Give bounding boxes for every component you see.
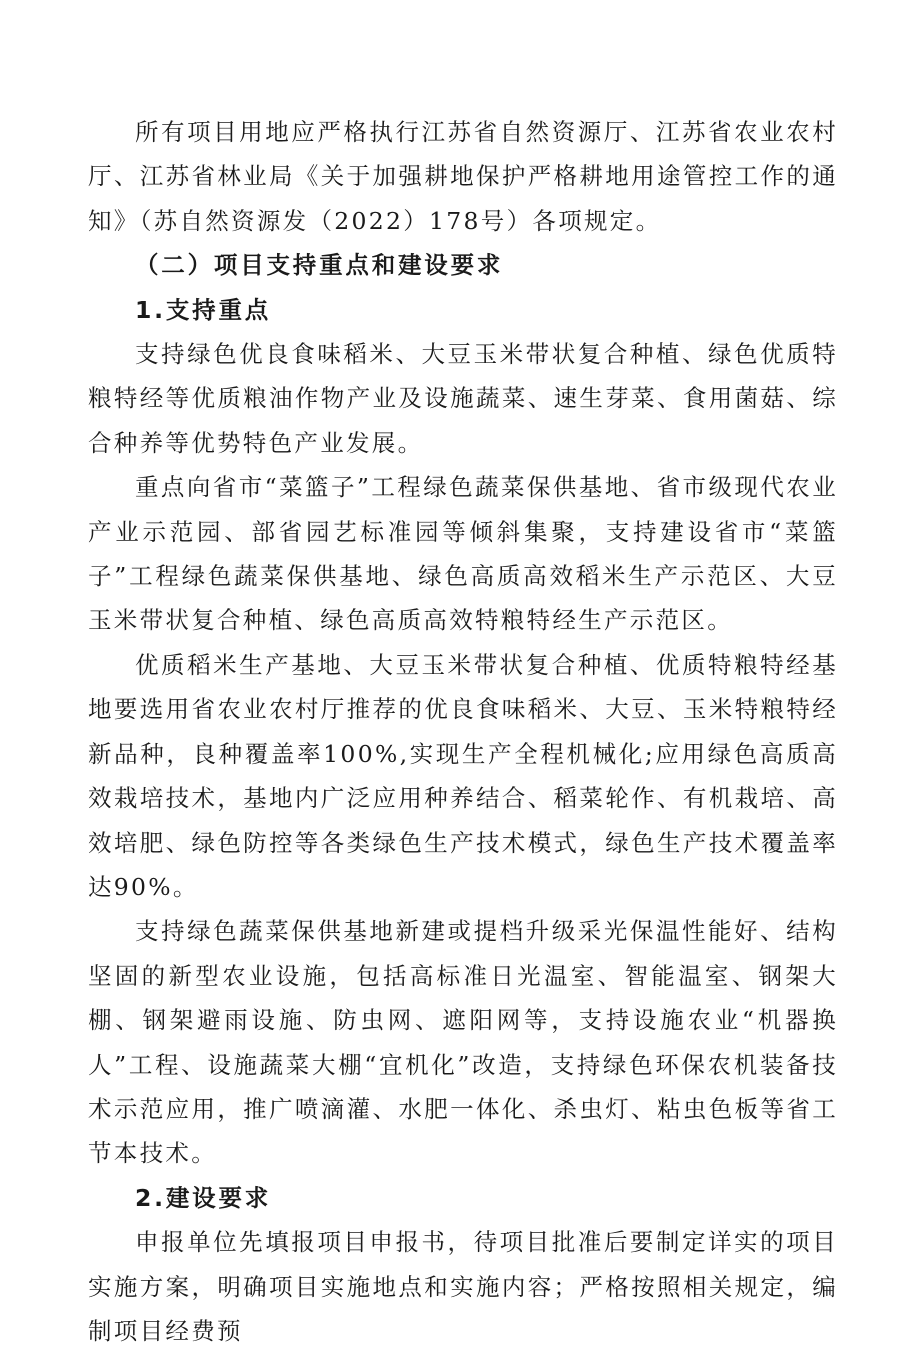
paragraph-land-use-rules: 所有项目用地应严格执行江苏省自然资源厅、江苏省农业农村厅、江苏省林业局《关于加强耕地保护严格耕地用途管控工作的通知》（苏自然资源发（2022）178号）各项规定。 xyxy=(88,118,838,235)
section-heading-support-focus-and-requirements: （二）项目支持重点和建设要求 xyxy=(135,251,504,280)
paragraph-key-bases: 重点向省市“菜篮子”工程绿色蔬菜保供基地、省市级现代农业产业示范园、部省园艺标准园等倾斜集聚，支持建设省市“菜篮子”工程绿色蔬菜保供基地、绿色高质高效稻米生产示范区、大豆玉米带状复合种植、绿色高质高效特粮特经生产示范区。 xyxy=(88,473,838,635)
subheading-construction-requirements: 2.建设要求 xyxy=(135,1183,272,1212)
subheading-support-focus: 1.支持重点 xyxy=(135,295,272,324)
paragraph-rice-production: 优质稻米生产基地、大豆玉米带状复合种植、优质特粮特经基地要选用省农业农村厅推荐的优良食味稻米、大豆、玉米特粮特经新品种，良种覆盖率100%,实现生产全程机械化;应用绿色高质高效栽培技术，基地内广泛应用种养结合、稻菜轮作、有机栽培、高效培肥、绿色防控等各类绿色生产技术模式，绿色生产技术覆盖率达90%。 xyxy=(88,650,838,901)
paragraph-application-process: 申报单位先填报项目申报书，待项目批准后要制定详实的项目实施方案，明确项目实施地点和实施内容；严格按照相关规定，编制项目经费预 xyxy=(88,1228,838,1345)
paragraph-support-industries: 支持绿色优良食味稻米、大豆玉米带状复合种植、绿色优质特粮特经等优质粮油作物产业及设施蔬菜、速生芽菜、食用菌菇、综合种养等优势特色产业发展。 xyxy=(88,340,838,457)
paragraph-vegetable-facilities: 支持绿色蔬菜保供基地新建或提档升级采光保温性能好、结构坚固的新型农业设施，包括高标准日光温室、智能温室、钢架大棚、钢架避雨设施、防虫网、遮阳网等，支持设施农业“机器换人”工程、设施蔬菜大棚“宜机化”改造，支持绿色环保农机装备技术示范应用，推广喷滴灌、水肥一体化、杀虫灯、粘虫色板等省工节本技术。 xyxy=(88,917,838,1168)
document-body xyxy=(88,110,838,1353)
